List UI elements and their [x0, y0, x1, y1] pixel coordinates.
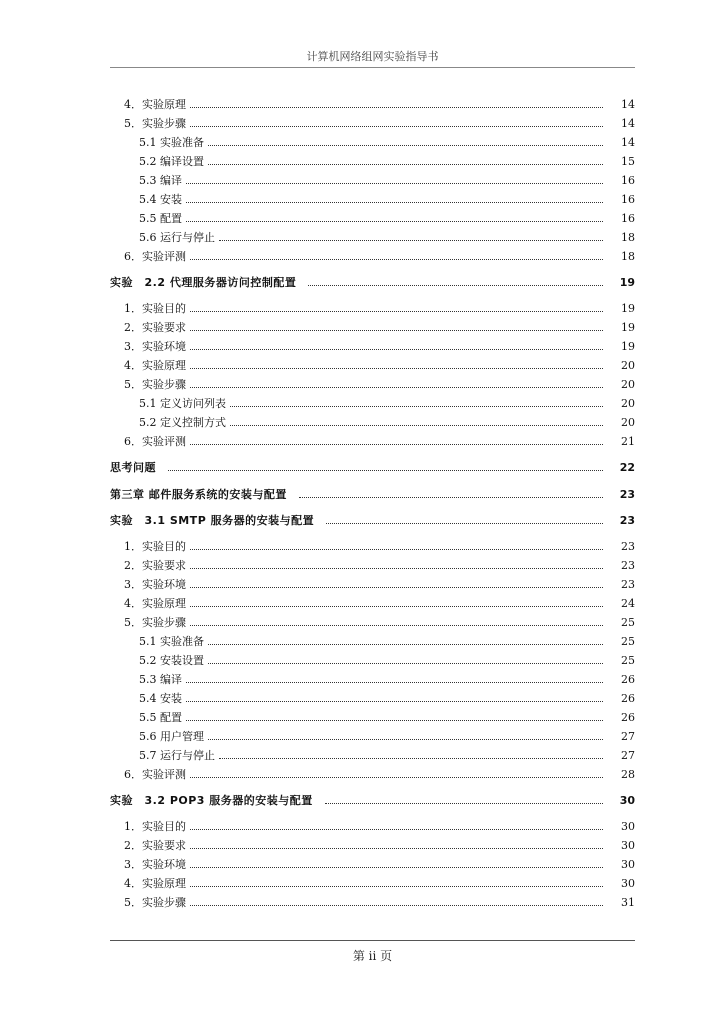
toc-entry-page: 26: [621, 711, 635, 724]
toc-entry[interactable]: [110, 614, 635, 630]
dot-leader: [190, 568, 603, 569]
dot-leader: [190, 368, 603, 369]
toc-entry[interactable]: [110, 652, 635, 668]
toc-entry[interactable]: [110, 595, 635, 611]
toc-entry-label: 6．实验评测: [124, 250, 186, 263]
toc-entry-label: 1．实验目的: [124, 302, 186, 315]
dot-leader: [308, 285, 603, 286]
toc-entry-label: 5．实验步骤: [124, 117, 186, 130]
toc-entry[interactable]: [110, 433, 635, 449]
toc-entry[interactable]: [110, 875, 635, 891]
toc-entry-label: 5.2 编译设置: [139, 155, 204, 168]
toc-entry-page: 27: [621, 730, 635, 743]
toc-entry-label: 5.5 配置: [139, 212, 182, 225]
toc-entry[interactable]: [110, 115, 635, 131]
toc-entry-label: 实验 2.2 代理服务器访问控制配置: [110, 276, 297, 289]
toc-entry[interactable]: [110, 671, 635, 687]
toc-entry-label: 5.2 定义控制方式: [139, 416, 226, 429]
toc-entry-page: 27: [621, 749, 635, 762]
dot-leader: [190, 311, 603, 312]
toc-entry-label: 5.3 编译: [139, 673, 182, 686]
dot-leader: [186, 701, 603, 702]
toc-entry-label: 6．实验评测: [124, 768, 186, 781]
toc-entry-page: 30: [621, 839, 635, 852]
toc-section-heading[interactable]: [110, 274, 635, 290]
toc-entry[interactable]: [110, 229, 635, 245]
dot-leader: [190, 829, 603, 830]
toc-entry-page: 21: [621, 435, 635, 448]
toc-entry-label: 5．实验步骤: [124, 616, 186, 629]
dot-leader: [219, 240, 603, 241]
toc-entry[interactable]: [110, 191, 635, 207]
toc-entry[interactable]: [110, 300, 635, 316]
toc-entry-page: 22: [619, 461, 635, 474]
dot-leader: [186, 720, 603, 721]
dot-leader: [186, 183, 603, 184]
toc-entry[interactable]: [110, 766, 635, 782]
toc-entry[interactable]: [110, 728, 635, 744]
toc-entry[interactable]: [110, 376, 635, 392]
toc-entry-label: 思考问题: [110, 461, 156, 474]
toc-entry-label: 5.5 配置: [139, 711, 182, 724]
toc-entry-page: 23: [619, 488, 635, 501]
toc-entry-label: 5.6 用户管理: [139, 730, 204, 743]
toc-entry[interactable]: [110, 837, 635, 853]
toc-entry-label: 1．实验目的: [124, 540, 186, 553]
toc-entry[interactable]: [110, 319, 635, 335]
toc-entry-page: 25: [621, 635, 635, 648]
toc-entry-label: 4．实验原理: [124, 359, 186, 372]
toc-entry-page: 16: [621, 193, 635, 206]
toc-entry[interactable]: [110, 414, 635, 430]
dot-leader: [325, 803, 603, 804]
toc-entry-label: 实验 3.2 POP3 服务器的安装与配置: [110, 794, 313, 807]
toc-entry-label: 3．实验环境: [124, 578, 186, 591]
toc-entry-page: 19: [621, 321, 635, 334]
dot-leader: [190, 886, 603, 887]
toc-entry-label: 实验 3.1 SMTP 服务器的安装与配置: [110, 514, 315, 527]
dot-leader: [219, 758, 603, 759]
dot-leader: [230, 425, 603, 426]
toc-section-heading[interactable]: [110, 459, 635, 475]
toc-entry[interactable]: [110, 576, 635, 592]
dot-leader: [190, 625, 603, 626]
toc-entry-label: 5．实验步骤: [124, 896, 186, 909]
toc-entry-label: 3．实验环境: [124, 340, 186, 353]
toc-entry-label: 5．实验步骤: [124, 378, 186, 391]
toc-entry-label: 3．实验环境: [124, 858, 186, 871]
toc-entry-page: 23: [621, 578, 635, 591]
toc-entry-page: 30: [621, 877, 635, 890]
toc-entry[interactable]: [110, 709, 635, 725]
toc-entry[interactable]: [110, 395, 635, 411]
dot-leader: [190, 349, 603, 350]
dot-leader: [190, 549, 603, 550]
dot-leader: [190, 107, 603, 108]
toc-entry-page: 20: [621, 397, 635, 410]
toc-entry-label: 2．实验要求: [124, 559, 186, 572]
dot-leader: [208, 739, 603, 740]
toc-entry[interactable]: [110, 633, 635, 649]
toc-entry-label: 4．实验原理: [124, 98, 186, 111]
toc-section-heading[interactable]: [110, 792, 635, 808]
dot-leader: [190, 330, 603, 331]
toc-entry[interactable]: [110, 894, 635, 910]
toc-entry-page: 26: [621, 692, 635, 705]
toc-chapter-heading[interactable]: [110, 486, 635, 502]
toc-entry-page: 24: [621, 597, 635, 610]
toc-entry-label: 1．实验目的: [124, 820, 186, 833]
toc-entry-label: 5.1 定义访问列表: [139, 397, 226, 410]
toc-entry-page: 19: [621, 340, 635, 353]
toc-entry[interactable]: [110, 338, 635, 354]
toc-entry[interactable]: [110, 96, 635, 112]
toc-entry-page: 15: [621, 155, 635, 168]
dot-leader: [190, 126, 603, 127]
toc-entry-label: 5.7 运行与停止: [139, 749, 215, 762]
toc-entry[interactable]: [110, 538, 635, 554]
dot-leader: [190, 444, 603, 445]
toc-entry-page: 28: [621, 768, 635, 781]
toc-section-heading[interactable]: [110, 512, 635, 528]
toc-entry[interactable]: [110, 248, 635, 264]
dot-leader: [190, 259, 603, 260]
toc-entry[interactable]: [110, 818, 635, 834]
dot-leader: [208, 644, 603, 645]
toc-entry-page: 30: [621, 858, 635, 871]
toc-entry-page: 18: [621, 250, 635, 263]
toc-entry[interactable]: [110, 172, 635, 188]
toc-entry-page: 30: [621, 820, 635, 833]
toc-entry-label: 5.2 安装设置: [139, 654, 204, 667]
page-header: 计算机网络组网实验指导书: [110, 48, 635, 68]
toc-entry[interactable]: [110, 153, 635, 169]
toc-entry[interactable]: [110, 747, 635, 763]
toc-entry-page: 30: [619, 794, 635, 807]
toc-entry-label: 5.1 实验准备: [139, 136, 204, 149]
toc-entry-page: 16: [621, 212, 635, 225]
toc-entry-label: 第三章 邮件服务系统的安装与配置: [110, 488, 287, 501]
dot-leader: [190, 905, 603, 906]
dot-leader: [190, 587, 603, 588]
toc-entry-page: 31: [621, 896, 635, 909]
dot-leader: [190, 606, 603, 607]
toc-entry-label: 5.4 安装: [139, 193, 182, 206]
dot-leader: [230, 406, 603, 407]
toc-entry-page: 23: [619, 514, 635, 527]
toc-entry-label: 4．实验原理: [124, 877, 186, 890]
dot-leader: [190, 777, 603, 778]
dot-leader: [190, 848, 603, 849]
toc-entry-page: 14: [621, 136, 635, 149]
dot-leader: [326, 523, 603, 524]
toc-entry[interactable]: [110, 210, 635, 226]
toc-entry-page: 23: [621, 559, 635, 572]
dot-leader: [190, 867, 603, 868]
toc-entry[interactable]: [110, 856, 635, 872]
toc-entry-page: 19: [619, 276, 635, 289]
toc-entry-label: 6．实验评测: [124, 435, 186, 448]
dot-leader: [186, 202, 603, 203]
toc-entry[interactable]: [110, 134, 635, 150]
dot-leader: [208, 145, 603, 146]
toc-entry-label: 5.6 运行与停止: [139, 231, 215, 244]
toc-entry-page: 23: [621, 540, 635, 553]
toc-entry-page: 25: [621, 616, 635, 629]
toc-entry-label: 5.3 编译: [139, 174, 182, 187]
dot-leader: [208, 164, 603, 165]
toc-entry-page: 20: [621, 416, 635, 429]
page-footer: 第 ii 页: [352, 949, 393, 963]
toc-entry-page: 16: [621, 174, 635, 187]
toc-entry[interactable]: [110, 690, 635, 706]
dot-leader: [299, 497, 603, 498]
toc-entry[interactable]: [110, 357, 635, 373]
toc-entry-label: 5.4 安装: [139, 692, 182, 705]
footer-divider: [110, 940, 635, 941]
toc-entry-label: 4．实验原理: [124, 597, 186, 610]
toc-entry-page: 14: [621, 98, 635, 111]
toc-entry-page: 14: [621, 117, 635, 130]
toc-entry-page: 25: [621, 654, 635, 667]
dot-leader: [190, 387, 603, 388]
toc-entry-page: 26: [621, 673, 635, 686]
dot-leader: [208, 663, 603, 664]
dot-leader: [186, 221, 603, 222]
dot-leader: [186, 682, 603, 683]
toc-entry[interactable]: [110, 557, 635, 573]
toc-entry-label: 5.1 实验准备: [139, 635, 204, 648]
toc-entry-label: 2．实验要求: [124, 839, 186, 852]
toc-entry-page: 19: [621, 302, 635, 315]
toc-entry-page: 20: [621, 359, 635, 372]
toc-entry-page: 18: [621, 231, 635, 244]
toc-entry-page: 20: [621, 378, 635, 391]
dot-leader: [168, 470, 603, 471]
toc-entry-label: 2．实验要求: [124, 321, 186, 334]
